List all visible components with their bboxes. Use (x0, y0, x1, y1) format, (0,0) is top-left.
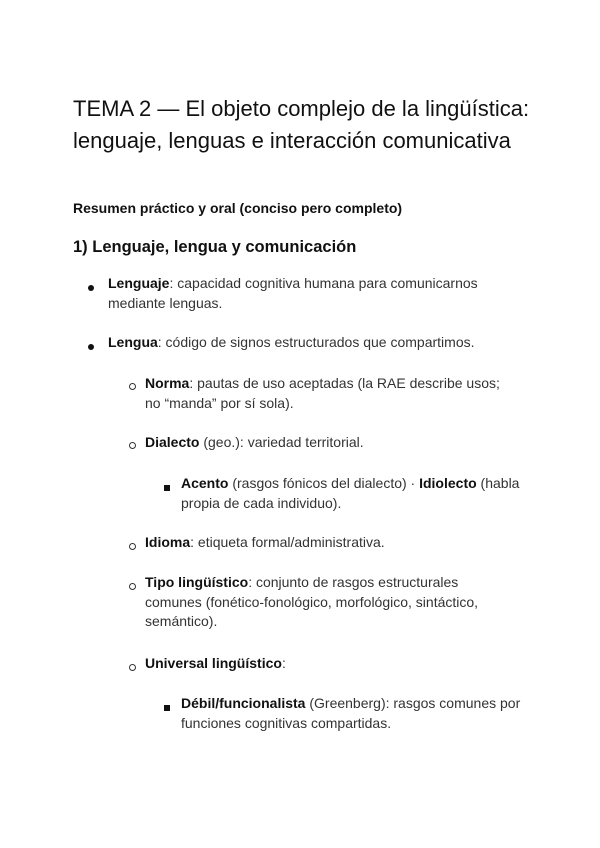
square-bullet-icon (164, 697, 170, 717)
list-item (145, 533, 505, 553)
circle-bullet-icon (129, 657, 136, 677)
page-title: TEMA 2 — El objeto complejo de la lingüística: lenguaje, lenguas e interacción comunicativa (73, 96, 530, 153)
term-label: Lengua (108, 334, 158, 350)
bullet-icon (88, 277, 94, 297)
circle-bullet-icon (129, 435, 136, 455)
term-text: : capacidad cognitiva humana para comunicarnos mediante lenguas. (108, 275, 478, 311)
circle-bullet-icon (129, 376, 136, 396)
term-text: (rasgos fónicos del dialecto) · (228, 475, 420, 491)
term-label: Débil/funcionalista (181, 695, 306, 711)
term-text: (habla propia de cada individuo). (181, 475, 520, 511)
term-label: Idiolecto (419, 475, 477, 491)
term-text: (geo.): variedad territorial. (199, 434, 364, 450)
list-item (181, 694, 531, 733)
list-item (181, 474, 521, 513)
section-heading: 1) Lenguaje, lengua y comunicación (73, 238, 357, 256)
list-item (145, 433, 505, 453)
term-label: Lenguaje (108, 275, 170, 291)
term-label: Norma (145, 375, 190, 391)
term-label: Dialecto (145, 434, 200, 450)
list-item (145, 654, 505, 674)
term-text: (Greenberg): rasgos comunes por funciones cognitivas compartidas. (181, 695, 521, 731)
term-text: : pautas de uso aceptadas (la RAE describe usos; no “manda” por sí sola). (145, 375, 500, 411)
term-text: : (281, 655, 286, 671)
list-item (108, 274, 528, 313)
list-item (108, 333, 528, 353)
bullet-icon (88, 336, 94, 356)
page-subtitle: Resumen práctico y oral (conciso pero completo) (73, 200, 403, 216)
term-text: : conjunto de rasgos estructurales comunes (fonético-fonológico, morfológico, sintáctico, semántico). (145, 574, 479, 629)
term-label: Idioma (145, 534, 191, 550)
term-label: Acento (181, 475, 229, 491)
term-text: : etiqueta formal/administrativa. (190, 534, 385, 550)
term-label: Tipo lingüístico (145, 574, 249, 590)
term-label: Universal lingüístico (145, 655, 282, 671)
circle-bullet-icon (129, 576, 136, 596)
list-item (145, 573, 515, 632)
circle-bullet-icon (129, 536, 136, 556)
square-bullet-icon (164, 477, 170, 497)
list-item (145, 374, 505, 413)
term-text: : código de signos estructurados que compartimos. (157, 334, 475, 350)
